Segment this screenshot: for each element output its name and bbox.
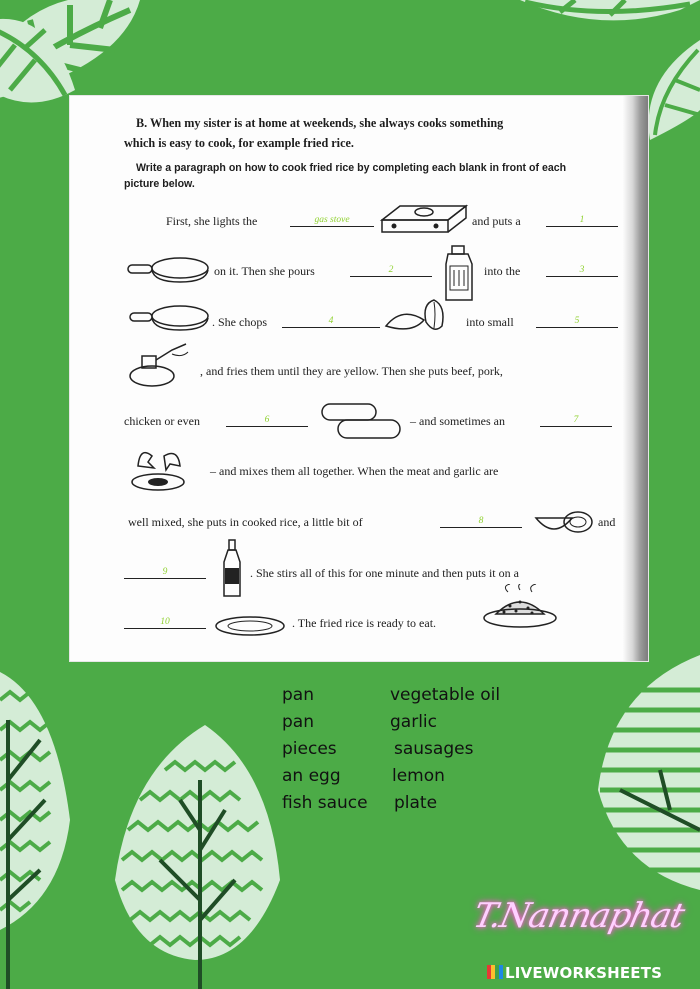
- plate-illustration: [212, 614, 292, 640]
- sentence-text: into small: [466, 315, 514, 329]
- answer-blank-1[interactable]: 1: [546, 212, 618, 227]
- worksheet-page: [70, 96, 648, 661]
- sausages-illustration: [318, 400, 408, 444]
- word-bank-item: lemon: [392, 766, 445, 786]
- leaf-bottom-right: [598, 655, 700, 890]
- sentence-text: . She stirs all of this for one minute and then puts it on a: [250, 566, 519, 580]
- lemon-illustration: [532, 508, 596, 540]
- answer-blank-10[interactable]: 10: [124, 614, 206, 629]
- oil-bottle-illustration: [442, 244, 476, 304]
- sentence-text: and: [598, 515, 616, 529]
- author-signature: T.Nannaphat: [469, 896, 688, 936]
- word-bank-item: an egg: [282, 766, 341, 786]
- sentence-text: , and fries them until they are yellow. Then she puts beef, pork,: [200, 364, 503, 378]
- gas-stove-illustration: [378, 202, 470, 236]
- answer-blank-example: gas stove: [290, 212, 374, 227]
- frying-pan-illustration: [128, 302, 212, 334]
- egg-illustration: [128, 444, 192, 494]
- word-bank-item: pan: [282, 685, 314, 705]
- leaf-bottom-middle: [115, 725, 280, 989]
- sentence-text: – and mixes them all together. When the meat and garlic are: [210, 464, 499, 478]
- answer-blank-4[interactable]: 4: [282, 313, 380, 328]
- answer-blank-7[interactable]: 7: [540, 412, 612, 427]
- sentence-text: . She chops: [212, 315, 267, 329]
- sentence-text: – and sometimes an: [410, 414, 505, 428]
- answer-blank-9[interactable]: 9: [124, 564, 206, 579]
- sentence-text: chicken or even: [124, 414, 200, 428]
- leaf-bottom-left: [0, 672, 70, 989]
- logo-text: LIVEWORKSHEETS: [505, 964, 663, 982]
- liveworksheets-logo[interactable]: [487, 964, 662, 982]
- answer-blank-3[interactable]: 3: [546, 262, 618, 277]
- instruction-line1: Write a paragraph on how to cook fried rice by completing each blank in front of each: [136, 162, 567, 174]
- word-bank-item: pan: [282, 712, 314, 732]
- sentence-text: . The fried rice is ready to eat.: [292, 616, 437, 630]
- word-bank-item: vegetable oil: [390, 685, 501, 705]
- garlic-illustration: [382, 296, 462, 336]
- exercise-title-line2: which is easy to cook, for example fried rice.: [124, 136, 354, 150]
- sentence-text: on it. Then she pours: [214, 264, 315, 278]
- fish-sauce-bottle-illustration: [220, 538, 244, 598]
- answer-blank-8[interactable]: 8: [440, 513, 522, 528]
- answer-blank-5[interactable]: 5: [536, 313, 618, 328]
- answer-blank-2[interactable]: 2: [350, 262, 432, 277]
- word-bank-item: garlic: [390, 712, 437, 732]
- sentence-text: well mixed, she puts in cooked rice, a little bit of: [128, 515, 363, 529]
- answer-blank-6[interactable]: 6: [226, 412, 308, 427]
- instruction-line2: picture below.: [124, 178, 195, 190]
- word-bank-item: fish sauce: [282, 793, 368, 813]
- exercise-title-line1: B. When my sister is at home at weekends, she always cooks something: [136, 116, 504, 130]
- chopping-illustration: [128, 340, 198, 390]
- book-spine-shadow: [622, 96, 648, 661]
- word-bank-item: pieces: [282, 739, 337, 759]
- word-bank-item: sausages: [394, 739, 474, 759]
- fried-rice-illustration: [480, 584, 560, 640]
- word-bank-item: plate: [394, 793, 438, 813]
- sentence-text: First, she lights the: [166, 214, 258, 228]
- sentence-text: into the: [484, 264, 521, 278]
- frying-pan-illustration: [126, 254, 212, 286]
- liveworksheets-badge-icon: [487, 965, 503, 979]
- sentence-text: and puts a: [472, 214, 521, 228]
